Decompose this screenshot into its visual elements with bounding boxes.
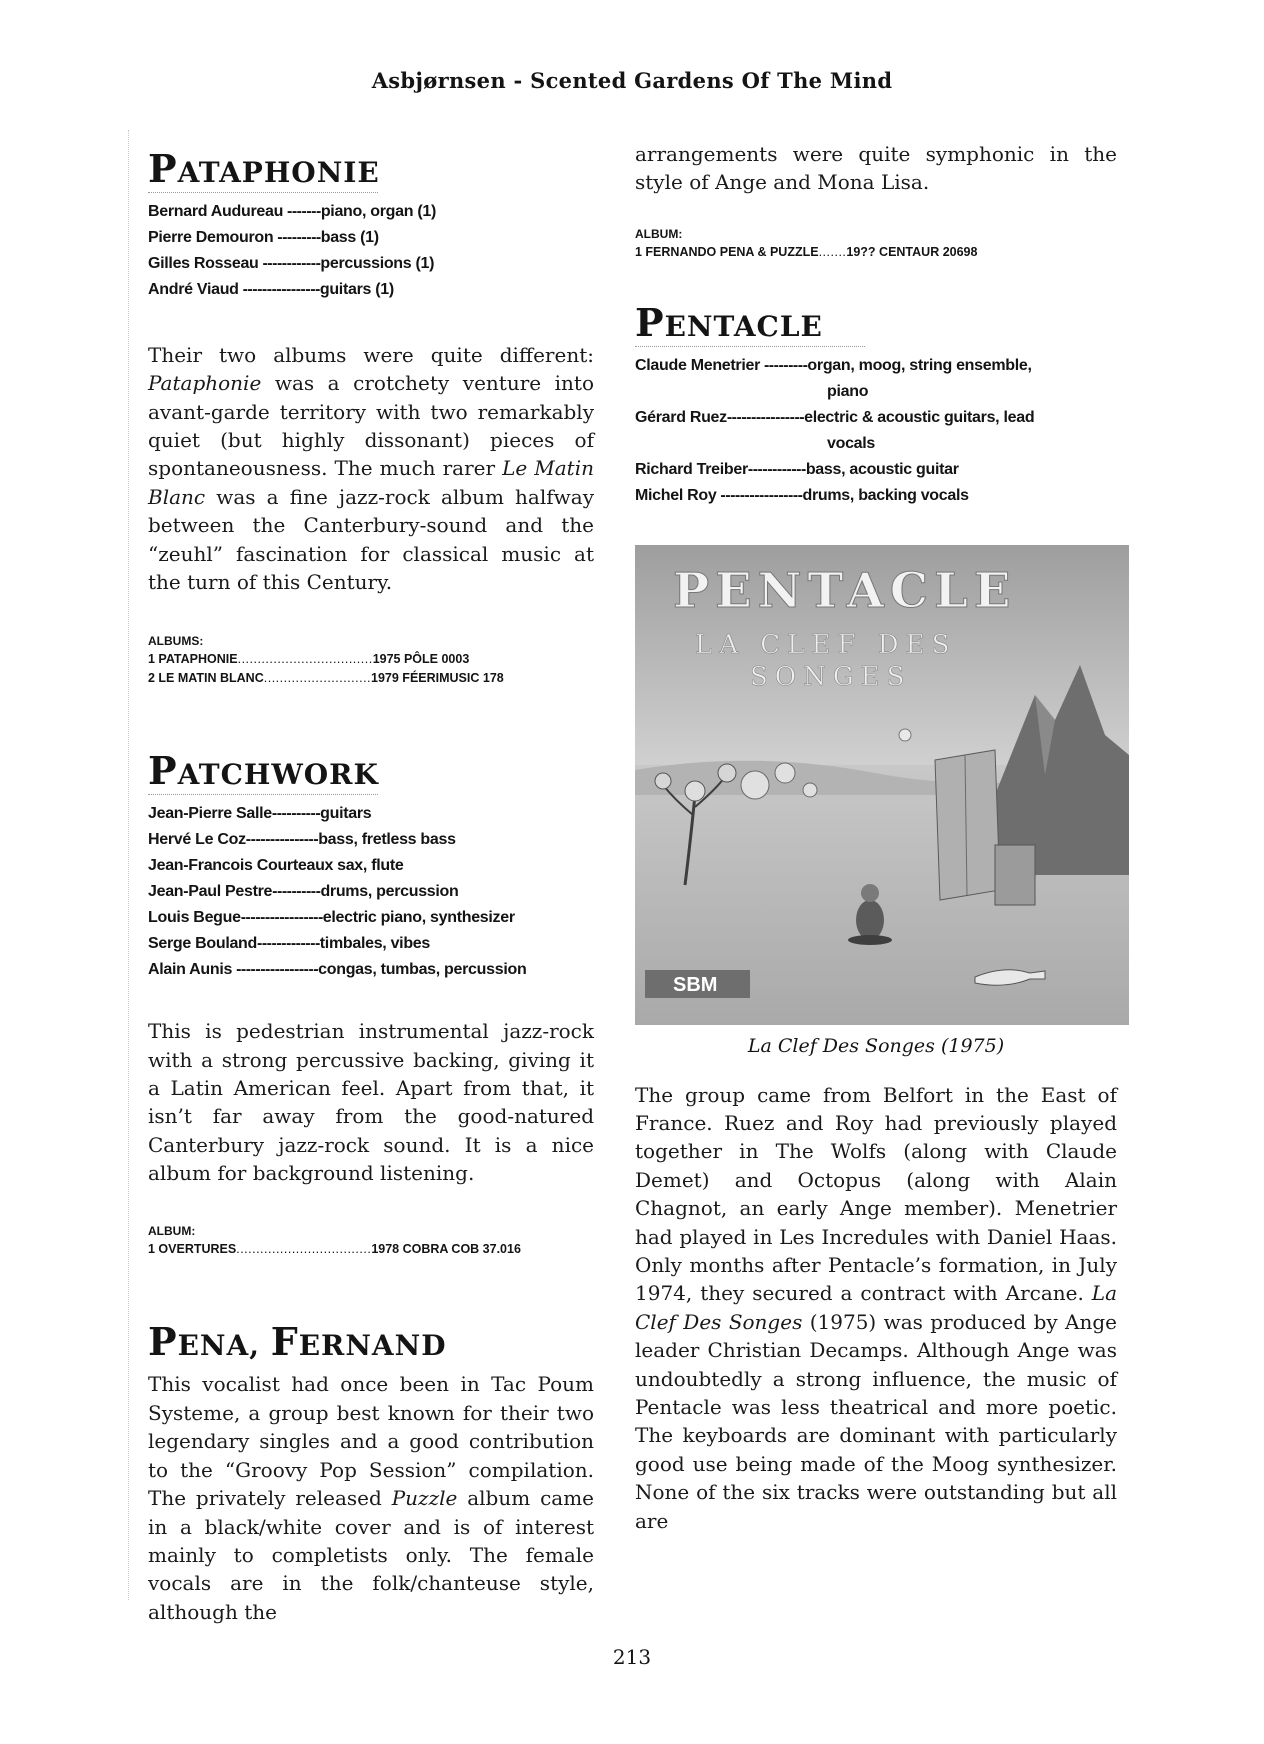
lineup-member: Alain Aunis -----------------congas, tumbas, percussion <box>148 961 527 979</box>
lineup-member: Serge Bouland-------------timbales, vibes <box>148 935 431 953</box>
album-row: 1 FERNANDO PENA & PUZZLE.......19?? CENTAUR 20698 <box>635 244 978 259</box>
lineup-member: Hervé Le Coz---------------bass, fretless bass <box>148 831 456 849</box>
lineup-member: Jean-Paul Pestre----------drums, percussion <box>148 883 459 901</box>
review-text: The group came from Belfort in the East of France. Ruez and Roy had previously played together in The Wolfs (along with Claude Demet) and Octopus (along with Alain Chagnot, an early Ange member). Menetrier had played in Les Incredules with Daniel Haas. Only months after Pentacle’s formation, in July 1974, they secured a contract with Arcane. La Clef Des Songes (1975) was produced by Ange leader Christian Decamps. Although Ange was undoubtedly a strong influence, the music of Pentacle was less theatrical and more poetic. The keyboards are dominant with particularly good use being made of the Moog synthesizer. None of the six tracks were outstanding but all are <box>635 1082 1118 1533</box>
right-column <box>635 140 1117 1535</box>
album-cover-illustration <box>635 545 1129 1025</box>
album-row: 1 PATAPHONIE..................................1975 PÔLE 0003 <box>148 652 470 667</box>
cover-label-logo: SBM <box>673 973 718 996</box>
lineup-member: Bernard Audureau -------piano, organ (1) <box>148 202 437 220</box>
band-title-patchwork: PATCHWORK <box>148 748 379 794</box>
discography-label: ALBUMS: <box>148 634 204 649</box>
band-title-pentacle: PENTACLE <box>635 299 823 345</box>
page-number: 213 <box>612 1645 652 1669</box>
discography-label: ALBUM: <box>635 226 683 241</box>
album-cover-image <box>635 545 1129 1025</box>
lineup-member: Jean-Francois Courteaux sax, flute <box>148 857 404 875</box>
band-title-pena-fernand: PENA, FERNAND <box>148 1318 447 1364</box>
lineup-member: Louis Begue-----------------electric piano, synthesizer <box>148 909 515 927</box>
lineup-list <box>148 199 594 303</box>
title-divider <box>635 346 865 347</box>
discography <box>148 1222 594 1259</box>
title-divider <box>148 794 378 795</box>
album-row: 1 OVERTURES..................................1978 COBRA COB 37.016 <box>148 1241 521 1256</box>
album-row: 2 LE MATIN BLANC...........................1979 FÉERIMUSIC 178 <box>148 671 504 686</box>
entry-pentacle <box>635 299 1118 1535</box>
lineup-member: Gilles Rosseau ------------percussions (1) <box>148 254 435 272</box>
entry-pataphonie <box>148 148 594 688</box>
review-text-continued: arrangements were quite symphonic in the style of Ange and Mona Lisa. <box>635 142 1117 195</box>
cover-caption: La Clef Des Songes (1975) <box>747 1034 1005 1057</box>
cover-album-title-line1: LA CLEF DES <box>695 629 957 660</box>
lineup-member: Gérard Ruez----------------electric & acoustic guitars, lead vocals <box>635 408 1035 452</box>
lineup-member: André Viaud ----------------guitars (1) <box>148 280 394 298</box>
discography-label: ALBUM: <box>148 1223 196 1238</box>
cover-album-title-line2: SONGES <box>750 661 912 692</box>
lineup-member: Pierre Demouron ---------bass (1) <box>148 228 379 246</box>
running-header: Asbjørnsen - Scented Gardens Of The Mind <box>371 68 893 93</box>
entry-pena-fernand <box>148 1318 595 1626</box>
discography <box>635 225 1117 262</box>
lineup-list <box>148 801 594 983</box>
review-text: Their two albums were quite different: Pataphonie was a crotchety venture into avant-garde territory with two remarkably quiet (but highly dissonant) pieces of spontaneousness. The much rarer Le Matin Blanc was a fine jazz-rock album halfway between the Canterbury-sound and the “zeuhl” fascination for classical music at the turn of this Century. <box>148 342 594 595</box>
discography <box>148 632 594 688</box>
cover-band-name: PENTACLE <box>673 562 1017 619</box>
margin-scan-line <box>128 130 129 1600</box>
lineup-member: Claude Menetrier ---------organ, moog, string ensemble, piano <box>635 356 1032 400</box>
left-column <box>148 148 594 1626</box>
entry-patchwork <box>148 750 594 1258</box>
lineup-member: Richard Treiber------------bass, acoustic guitar <box>635 460 959 478</box>
lineup-member: Jean-Pierre Salle----------guitars <box>148 805 372 823</box>
lineup-list <box>635 353 1117 509</box>
lineup-member: Michel Roy -----------------drums, backing vocals <box>635 486 969 504</box>
review-text: This vocalist had once been in Tac Poum Systeme, a group best known for their two legendary singles and a good contribution to the “Groovy Pop Session” compilation. The privately released Puzzle album came in a black/white cover and is of interest mainly to completists only. The female vocals are in the folk/chanteuse style, although the <box>148 1372 595 1624</box>
title-divider <box>148 192 378 193</box>
band-title-pataphonie: PATAPHONIE <box>148 146 380 191</box>
review-text: This is pedestrian instrumental jazz-rock with a strong percussive backing, giving it a Latin American feel. Apart from that, it isn’t far away from the good-natured Canterbury jazz-rock sound. It is a nice album for background listening. <box>148 1019 594 1186</box>
